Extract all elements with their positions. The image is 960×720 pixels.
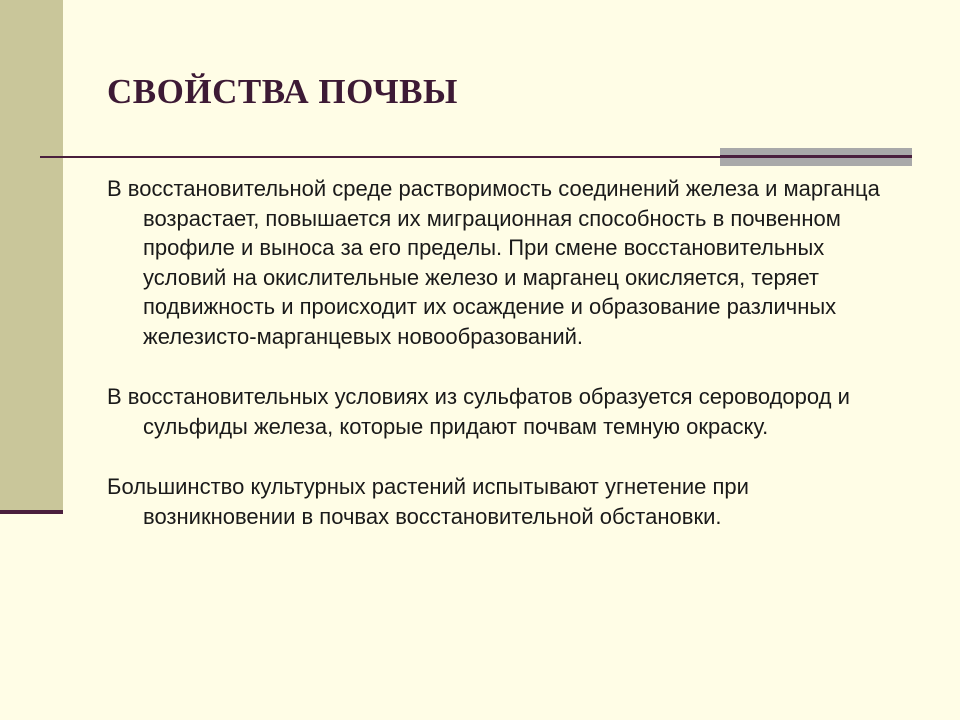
left-decorative-band — [0, 0, 63, 512]
title-accent-line — [720, 155, 912, 158]
paragraph-sulfates: В восстановительных условиях из сульфатов образуется сероводород и сульфиды железа, которые придают почвам темную окраску. — [107, 384, 850, 439]
paragraph-crops: Большинство культурных растений испытывают угнетение при возникновении в почвах восстановительной обстановки. — [107, 474, 749, 529]
left-band-divider — [0, 510, 63, 514]
slide-title: СВОЙСТВА ПОЧВЫ — [107, 72, 458, 111]
paragraph-iron-manganese: В восстановительной среде растворимость соединений железа и марганца возрастает, повышается их миграционная способность в почвенном профиле и выноса за его пределы. При смене восстановительных условий на окислительные железо и марганец окисляется, теряет подвижность и происходит их осаждение и образование различных железисто-марганцевых новообразований. — [107, 176, 880, 349]
body-text — [107, 174, 907, 562]
